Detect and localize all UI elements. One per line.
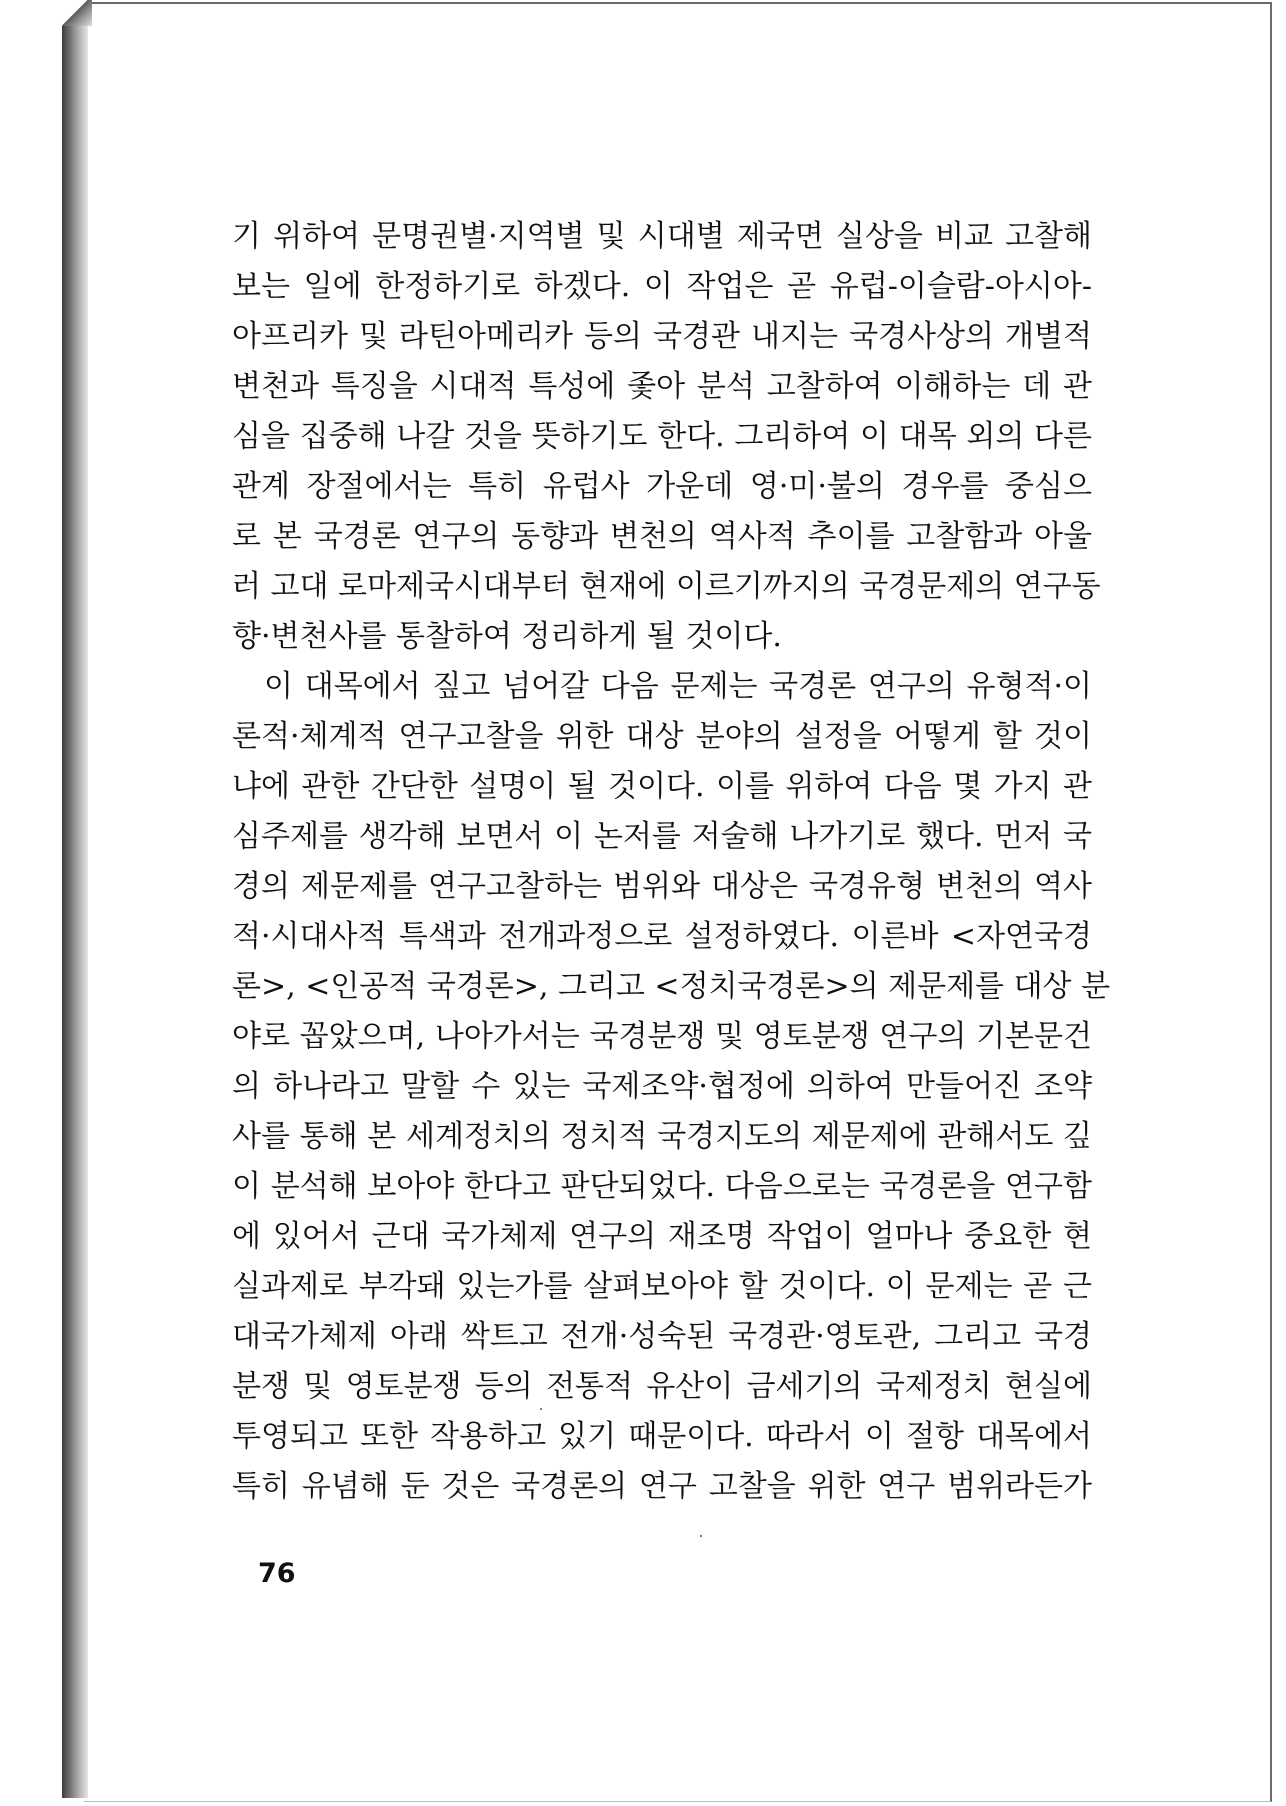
text-line: 야로 꼽았으며, 나아가서는 국경분쟁 및 영토분쟁 연구의 기본문건	[232, 1019, 1092, 1054]
scan-speck	[540, 1408, 542, 1410]
text-line: 분쟁 및 영토분쟁 등의 전통적 유산이 금세기의 국제정치 현실에	[232, 1369, 1092, 1404]
text-line: 냐에 관한 간단한 설명이 될 것이다. 이를 위하여 다음 몇 가지 관	[232, 769, 1092, 804]
body-text	[232, 212, 1111, 1512]
text-line: 의 하나라고 말할 수 있는 국제조약·협정에 의하여 만들어진 조약	[232, 1069, 1092, 1104]
paragraph-start-line: 이 대목에서 짚고 넘어갈 다음 문제는 국경론 연구의 유형적·이	[264, 669, 1092, 704]
text-line: 보는 일에 한정하기로 하겠다. 이 작업은 곧 유럽-이슬람-아시아-	[232, 269, 1092, 304]
text-line: 로 본 국경론 연구의 동향과 변천의 역사적 추이를 고찰함과 아울	[232, 519, 1092, 554]
text-line: 기 위하여 문명권별·지역별 및 시대별 제국면 실상을 비교 고찰해	[232, 219, 1092, 254]
text-line: 에 있어서 근대 국가체제 연구의 재조명 작업이 얼마나 중요한 현	[232, 1219, 1092, 1254]
text-line: 경의 제문제를 연구고찰하는 범위와 대상은 국경유형 변천의 역사	[232, 869, 1092, 904]
text-line: 사를 통해 본 세계정치의 정치적 국경지도의 제문제에 관해서도 깊	[232, 1119, 1092, 1154]
text-line: 아프리카 및 라틴아메리카 등의 국경관 내지는 국경사상의 개별적	[232, 319, 1092, 354]
page-corner-shadow	[62, 0, 92, 26]
text-line: 심주제를 생각해 보면서 이 논저를 저술해 나가기로 했다. 먼저 국	[232, 819, 1092, 854]
text-line: 론적·체계적 연구고찰을 위한 대상 분야의 설정을 어떻게 할 것이	[232, 719, 1092, 754]
scan-speck	[700, 1535, 702, 1537]
text-line: 론>, <인공적 국경론>, 그리고 <정치국경론>의 제문제를 대상 분	[232, 969, 1111, 1004]
text-line: 러 고대 로마제국시대부터 현재에 이르기까지의 국경문제의 연구동	[232, 569, 1101, 604]
text-line: 실과제로 부각돼 있는가를 살펴보아야 할 것이다. 이 문제는 곧 근	[232, 1269, 1092, 1304]
text-line: 투영되고 또한 작용하고 있기 때문이다. 따라서 이 절항 대목에서	[232, 1419, 1092, 1454]
page-number: 76	[258, 1558, 296, 1589]
text-line: 이 분석해 보아야 한다고 판단되었다. 다음으로는 국경론을 연구함	[232, 1169, 1092, 1204]
text-line: 특히 유념해 둔 것은 국경론의 연구 고찰을 위한 연구 범위라든가	[232, 1469, 1092, 1504]
page-edge-shadow	[62, 8, 88, 1798]
text-line: 향·변천사를 통찰하여 정리하게 될 것이다.	[232, 619, 782, 654]
text-line: 대국가체제 아래 싹트고 전개·성숙된 국경관·영토관, 그리고 국경	[232, 1319, 1092, 1354]
text-line: 관계 장절에서는 특히 유럽사 가운데 영·미·불의 경우를 중심으	[232, 469, 1092, 504]
text-line: 심을 집중해 나갈 것을 뜻하기도 한다. 그리하여 이 대목 외의 다른	[232, 419, 1092, 454]
text-line: 적·시대사적 특색과 전개과정으로 설정하였다. 이른바 <자연국경	[232, 919, 1092, 954]
text-line: 변천과 특징을 시대적 특성에 좇아 분석 고찰하여 이해하는 데 관	[232, 369, 1092, 404]
